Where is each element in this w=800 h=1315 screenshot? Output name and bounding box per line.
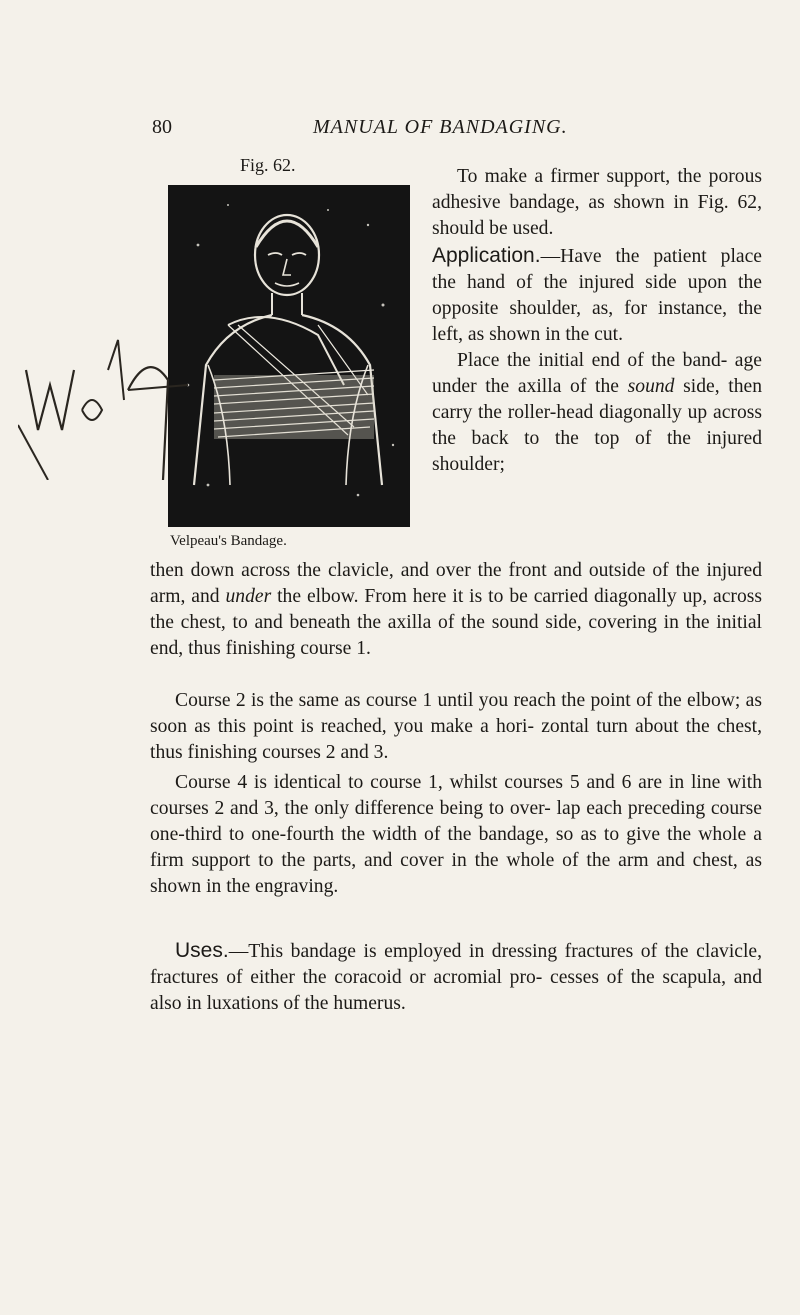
intro-paragraph: To make a firmer support, the porous adhesive bandage, as shown in Fig. 62, should be used.	[432, 166, 762, 239]
continued-paragraph	[150, 558, 762, 662]
place-paragraph	[432, 348, 762, 478]
application-paragraph	[432, 243, 762, 348]
figure-caption: Velpeau's Bandage.	[170, 533, 287, 549]
application-text: —Have the patient place the hand of the injured side upon the opposite shoulder, as, for instance, the left, as shown in the cut.	[432, 246, 762, 345]
place-text-1: Place the initial end of the band- age under the axilla of the	[432, 350, 762, 397]
sound-word: sound	[627, 376, 675, 397]
course2-paragraph: Course 2 is the same as course 1 until you reach the point of the elbow; as soon as this point is reached, you make a hori- zontal turn about the chest, thus finishing courses 2 and 3.	[150, 690, 762, 763]
under-word: under	[225, 586, 272, 607]
course4-paragraph: Course 4 is identical to course 1, whilst courses 5 and 6 are in line with courses 2 and 3, the only difference being to over- lap each preceding course one-third to one-fourth the width of the bandage, so as to give the whole a firm support to the parts, and cover in the whole of the arm and chest, as shown in the engraving.	[150, 772, 762, 897]
figure-label: Fig. 62.	[240, 155, 296, 175]
running-title: MANUAL OF BANDAGING.	[313, 116, 568, 138]
place-text-2: side, then carry the roller-head diagonally up across the back to the top of the injured shoulder;	[432, 376, 762, 475]
handwritten-margin-note	[18, 330, 198, 480]
velpeau-bandage-illustration	[168, 185, 410, 527]
uses-paragraph	[150, 938, 762, 1017]
uses-heading: Uses.	[175, 939, 229, 962]
application-heading: Application.	[432, 244, 541, 267]
continued-text-1: then down across the clavicle, and over the front and outside of the injured arm, and	[150, 560, 762, 607]
uses-text: —This bandage is employed in dressing fractures of the clavicle, fractures of either the coracoid or acromial pro- cesses of the scapula, and also in luxations of the humerus.	[150, 941, 762, 1014]
page-number: 80	[152, 116, 172, 138]
continued-text-2: the elbow. From here it is to be carried diagonally up, across the chest, to and beneath the axilla of the sound side, covering in the initial end, thus finishing course 1.	[150, 586, 763, 659]
